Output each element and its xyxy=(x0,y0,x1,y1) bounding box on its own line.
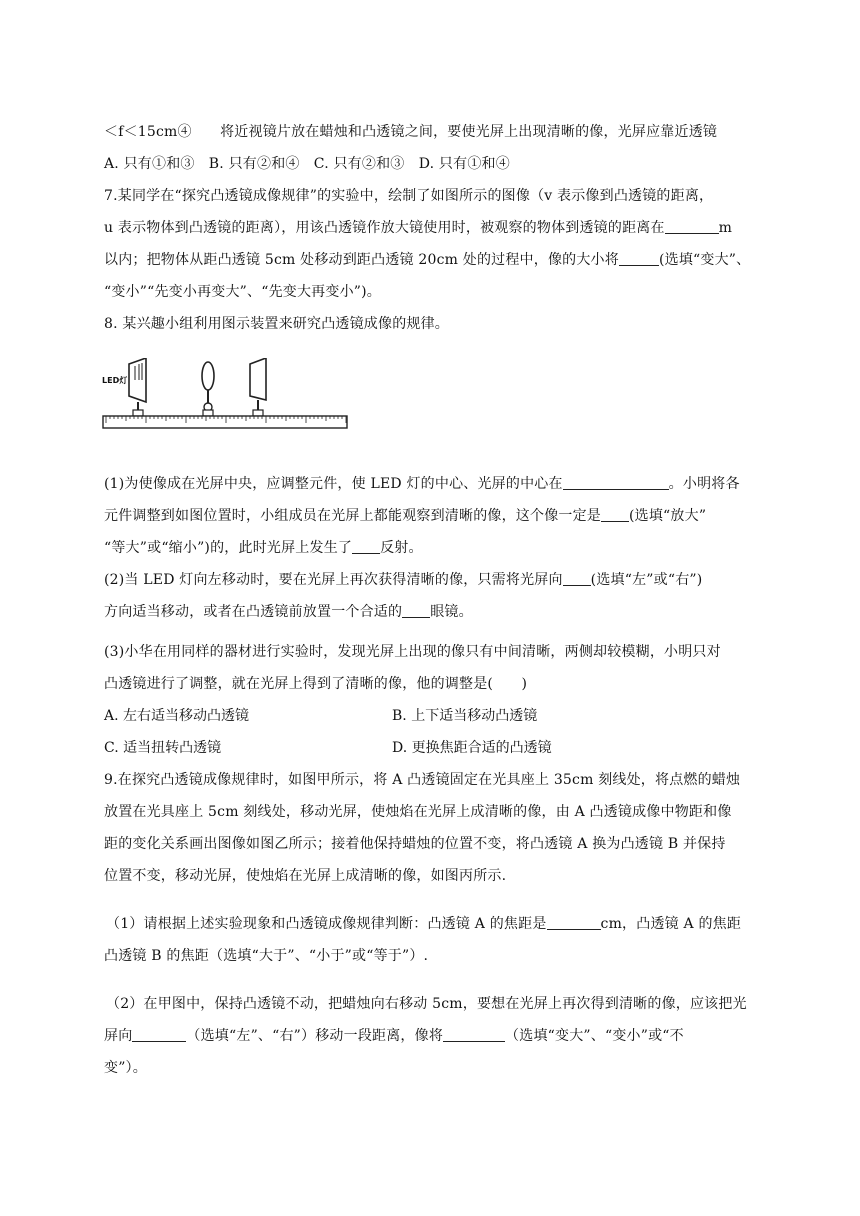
q9-part2-line-1: （2）在甲图中，保持凸透镜不动，把蜡烛向右移动 5cm，要想在光屏上再次得到清晰的像，应该把光 xyxy=(106,996,747,1012)
q8-part1-line-2 xyxy=(104,506,706,526)
q9-line-1: 9.在探究凸透镜成像规律时，如图甲所示，将 A 凸透镜固定在光具座上 35cm 刻线处，将点燃的蜡烛 xyxy=(104,772,741,788)
q7-text: (选填“变大”、 xyxy=(658,252,751,268)
answer-blank[interactable] xyxy=(665,219,719,234)
q7-line-3 xyxy=(104,250,750,270)
q7-unit: m xyxy=(718,220,733,236)
answer-blank[interactable] xyxy=(132,1027,186,1042)
q7-text: u 表示物体到凸透镜的距离），用该凸透镜作放大镜使用时，被观察的物体到透镜的距离在 xyxy=(104,220,665,236)
answer-blank[interactable] xyxy=(352,539,380,554)
q8-option-b[interactable]: B. 上下适当移动凸透镜 xyxy=(392,708,538,724)
q8-text: 反射。 xyxy=(380,540,423,556)
q9-line-3: 距的变化关系画出图像如图乙所示；接着他保持蜡烛的位置不变，将凸透镜 A 换为凸透镜 B 并保持 xyxy=(104,836,726,852)
q8-text: (选填“放大” xyxy=(629,508,707,524)
q8-part1-line-1 xyxy=(104,474,740,494)
q8-text: (2)当 LED 灯向左移动时，要在光屏上再次获得清晰的像，只需将光屏向 xyxy=(104,572,563,588)
q7-line-2 xyxy=(104,218,732,238)
optical-bench-figure xyxy=(102,358,352,430)
led-lamp-label: LED灯 xyxy=(102,376,128,385)
q9-text: 屏向 xyxy=(104,1028,133,1044)
q8-part2-line-1 xyxy=(104,570,702,590)
answer-blank[interactable] xyxy=(601,507,629,522)
answer-blank[interactable] xyxy=(563,571,591,586)
answer-blank[interactable] xyxy=(619,251,659,266)
q8-text: “等大”或“缩小”)的，此时光屏上发生了 xyxy=(104,540,353,556)
q6-options: A. 只有①和③ B. 只有②和④ C. 只有②和③ D. 只有①和④ xyxy=(104,156,510,172)
q8-option-d[interactable]: D. 更换焦距合适的凸透镜 xyxy=(392,740,552,756)
led-lamp-icon xyxy=(129,358,146,402)
q8-text: 眼镜。 xyxy=(430,604,473,620)
q9-text: （选填“左”、“右”）移动一段距离，像将 xyxy=(186,1028,444,1044)
q9-text: （选填“变大”、“变小”或“不 xyxy=(505,1028,684,1044)
answer-blank[interactable] xyxy=(402,603,430,618)
q9-line-2: 放置在光具座上 5cm 刻线处，移动光屏，使烛焰在光屏上成清晰的像，由 A 凸透镜成像中物距和像 xyxy=(104,804,732,820)
light-screen-icon xyxy=(250,358,266,400)
q8-part2-line-2 xyxy=(104,602,473,622)
q8-part1-line-3 xyxy=(104,538,423,558)
q6-line: ＜f＜15cm④ 将近视镜片放在蜡烛和凸透镜之间，要使光屏上出现清晰的像，光屏应靠近透镜 xyxy=(104,124,718,140)
q8-part3-line-1: (3)小华在用同样的器材进行实验时，发现光屏上出现的像只有中间清晰，两侧却较模糊，小明只对 xyxy=(104,644,721,660)
q9-part1-line-2: 凸透镜 B 的焦距（选填“大于”、“小于”或“等于”）. xyxy=(104,948,429,964)
answer-blank[interactable] xyxy=(563,475,669,490)
q8-text: 。小明将各 xyxy=(668,476,740,492)
q7-line-4: “变小”“先变小再变大”、“先变大再变小”)。 xyxy=(104,284,382,300)
q9-part1-line-1 xyxy=(106,914,741,934)
q8-part3-line-2: 凸透镜进行了调整，就在光屏上得到了清晰的像，他的调整是( ) xyxy=(104,676,528,692)
q8-title: 8. 某兴趣小组利用图示装置来研究凸透镜成像的规律。 xyxy=(104,316,450,332)
answer-blank[interactable] xyxy=(547,915,601,930)
q8-option-a[interactable]: A. 左右适当移动凸透镜 xyxy=(104,708,250,724)
q9-part2-line-3: 变”）。 xyxy=(104,1060,147,1076)
q8-text: 方向适当移动，或者在凸透镜前放置一个合适的 xyxy=(104,604,403,620)
q8-text: (1)为使像成在光屏中央，应调整元件，使 LED 灯的中心、光屏的中心在 xyxy=(104,476,563,492)
answer-blank[interactable] xyxy=(443,1027,505,1042)
q8-text: 元件调整到如图位置时，小组成员在光屏上都能观察到清晰的像，这个像一定是 xyxy=(104,508,601,524)
q9-text: （1）请根据上述实验现象和凸透镜成像规律判断：凸透镜 A 的焦距是 xyxy=(106,916,547,932)
q9-part2-line-2 xyxy=(104,1026,684,1046)
q8-text: (选填“左”或“右”) xyxy=(590,572,703,588)
convex-lens-icon xyxy=(202,362,214,390)
q9-line-4: 位置不变，移动光屏，使烛焰在光屏上成清晰的像，如图丙所示. xyxy=(104,868,507,884)
q9-text: cm，凸透镜 A 的焦距 xyxy=(600,916,742,932)
q7-text: 以内；把物体从距凸透镜 5cm 处移动到距凸透镜 20cm 处的过程中，像的大小将 xyxy=(104,252,619,268)
q8-option-c[interactable]: C. 适当扭转凸透镜 xyxy=(104,740,222,756)
q7-line-1: 7.某同学在“探究凸透镜成像规律”的实验中，绘制了如图所示的图像（v 表示像到凸透镜的距离， xyxy=(104,188,714,204)
